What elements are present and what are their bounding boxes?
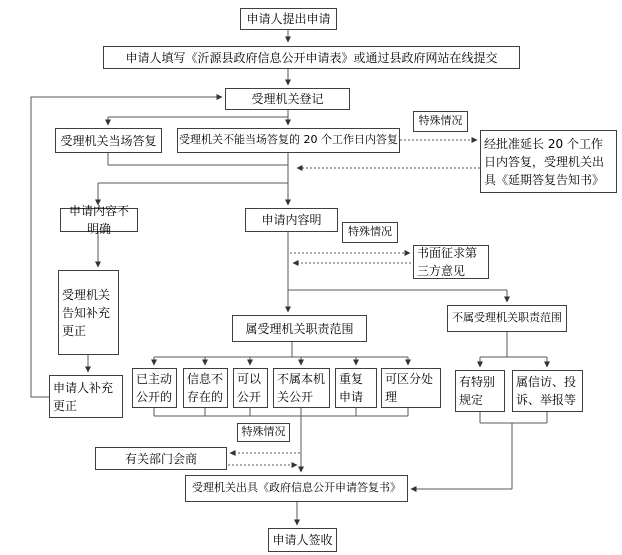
node-special-provision: 有特别规定 (455, 370, 505, 412)
node-applicant-submit: 申请人提出申请 (240, 8, 337, 30)
node-third-party: 书面征求第三方意见 (413, 245, 489, 279)
node-special-case-1: 特殊情况 (413, 111, 468, 132)
node-not-this-agency: 不属本机关公开 (273, 368, 330, 408)
node-special-case-3: 特殊情况 (237, 423, 290, 442)
node-register: 受理机关登记 (225, 88, 350, 110)
node-in-scope: 属受理机关职责范围 (232, 315, 367, 342)
node-content-clear: 申请内容明 (245, 208, 338, 232)
node-extension: 经批准延长 20 个工作日内答复，受理机关出具《延期答复告知书》 (480, 130, 617, 193)
node-separable: 可区分处理 (381, 368, 441, 408)
node-out-scope: 不属受理机关职责范围 (447, 305, 567, 332)
node-special-case-2: 特殊情况 (342, 222, 398, 243)
node-fill-form: 申请人填写《沂源县政府信息公开申请表》或通过县政府网站在线提交 (103, 46, 520, 69)
node-issue-reply: 受理机关出具《政府信息公开申请答复书》 (185, 475, 408, 502)
node-repeat-request: 重复申请 (335, 368, 377, 408)
node-dept-consult: 有关部门会商 (95, 447, 227, 470)
node-petition: 属信访、投诉、举报等 (512, 370, 583, 412)
node-content-unclear: 申请内容不明确 (60, 208, 138, 232)
node-notify-supplement: 受理机关告知补充更正 (58, 270, 119, 355)
node-info-nonexistent: 信息不存在的 (183, 368, 228, 408)
node-onspot-reply: 受理机关当场答复 (55, 128, 162, 153)
node-can-disclose: 可以公开 (233, 368, 268, 408)
node-applicant-sign: 申请人签收 (268, 528, 337, 552)
node-reply-20days: 受理机关不能当场答复的 20 个工作日内答复 (177, 128, 400, 153)
node-applicant-supplement: 申请人补充更正 (49, 375, 123, 418)
node-proactive-disclosed: 已主动公开的 (132, 368, 177, 408)
